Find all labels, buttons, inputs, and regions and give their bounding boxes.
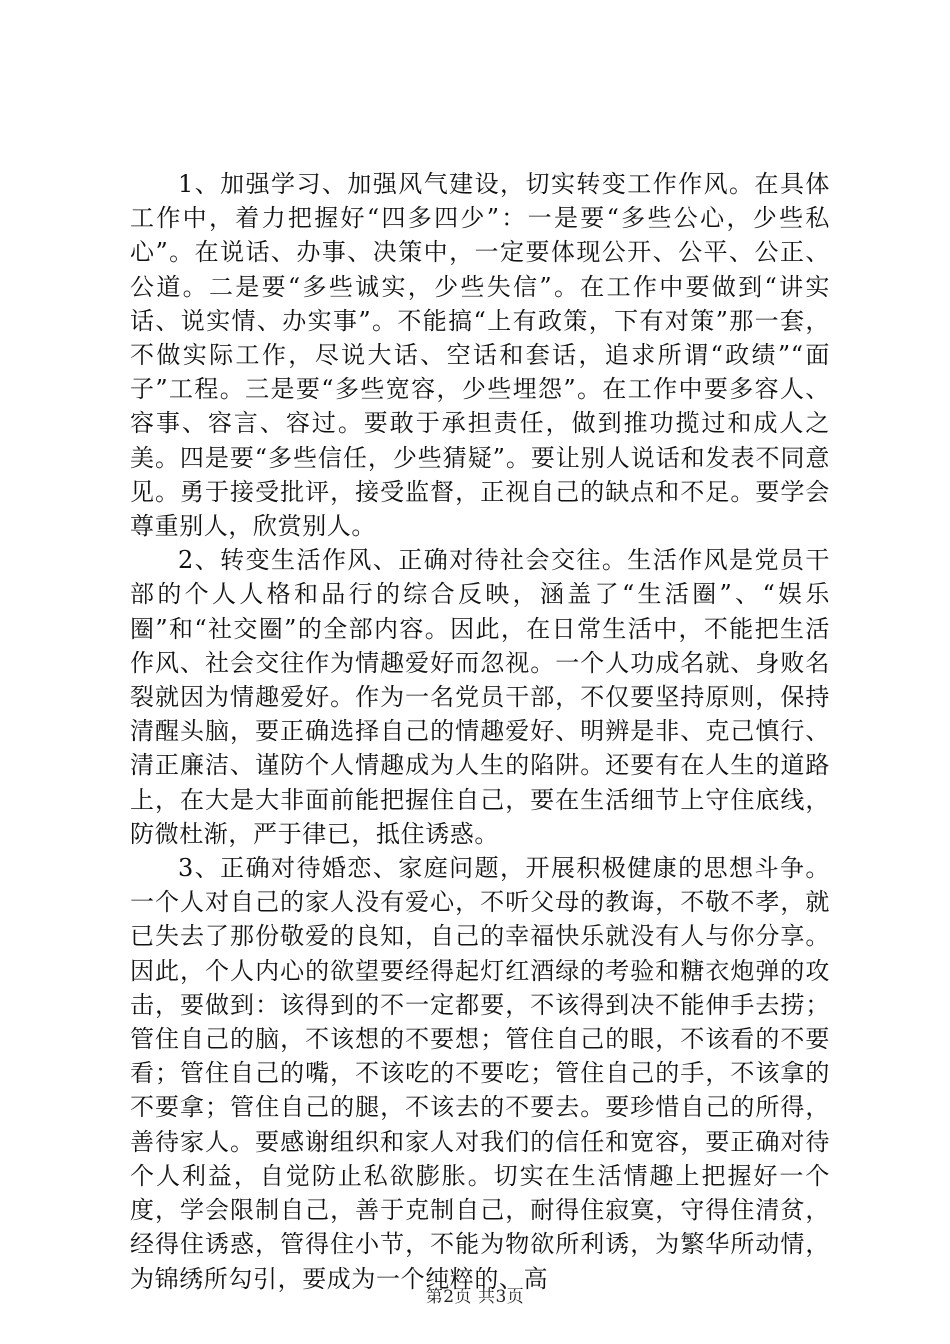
paragraph-1: 1、加强学习、加强风气建设，切实转变工作作风。在具体工作中，着力把握好“四多四少”：一是要“多些公心，少些私心”。在说话、办事、决策中，一定要体现公开、公平、公正、公道。二是要“多些诚实，少些失信”。在工作中要做到“讲实话、说实情、办实事”。不能搞“上有政策，下有对策”那一套，不做实际工作，尽说大话、空话和套话，追求所谓“政绩”“面子”工程。三是要“多些宽容，少些埋怨”。在工作中要多容人、容事、容言、容过。要敢于承担责任，做到推功揽过和成人之美。四是要“多些信任，少些猜疑”。要让别人说话和发表不同意见。勇于接受批评，接受监督，正视自己的缺点和不足。要学会尊重别人，欣赏别人。 [130, 170, 830, 541]
page-number-footer: 第2页 共3页 [425, 1287, 525, 1307]
paragraph-2: 2、转变生活作风、正确对待社会交往。生活作风是党员干部的个人人格和品行的综合反映，涵盖了“生活圈”、“娱乐圈”和“社交圈”的全部内容。因此，在日常生活中，不能把生活作风、社会交往作为情趣爱好而忽视。一个人功成名就、身败名裂就因为情趣爱好。作为一名党员干部，不仅要坚持原则，保持清醒头脑，要正确选择自己的情趣爱好、明辨是非、克己慎行、清正廉洁、谨防个人情趣成为人生的陷阱。还要有在人生的道路上，在大是大非面前能把握住自己，要在生活细节上守住底线，防微杜渐，严于律已，抵住诱惑。 [130, 546, 830, 848]
document-body [130, 167, 830, 1296]
paragraph-3: 3、正确对待婚恋、家庭问题，开展积极健康的思想斗争。一个人对自己的家人没有爱心，不听父母的教诲，不敬不孝，就已失去了那份敬爱的良知，自己的幸福快乐就没有人与你分享。因此，个人内心的欲望要经得起灯红酒绿的考验和糖衣炮弹的攻击，要做到：该得到的不一定都要，不该得到决不能伸手去捞；管住自己的脑，不该想的不要想；管住自己的眼，不该看的不要看；管住自己的嘴，不该吃的不要吃；管住自己的手，不该拿的不要拿；管住自己的腿，不该去的不要去。要珍惜自己的所得，善待家人。要感谢组织和家人对我们的信任和宽容，要正确对待个人利益，自觉防止私欲膨胀。切实在生活情趣上把握好一个度，学会限制自己，善于克制自己，耐得住寂寞，守得住清贫，经得住诱惑，管得住小节，不能为物欲所利诱，为繁华所动情，为锦绣所勾引，要成为一个纯粹的、高 [130, 854, 830, 1293]
